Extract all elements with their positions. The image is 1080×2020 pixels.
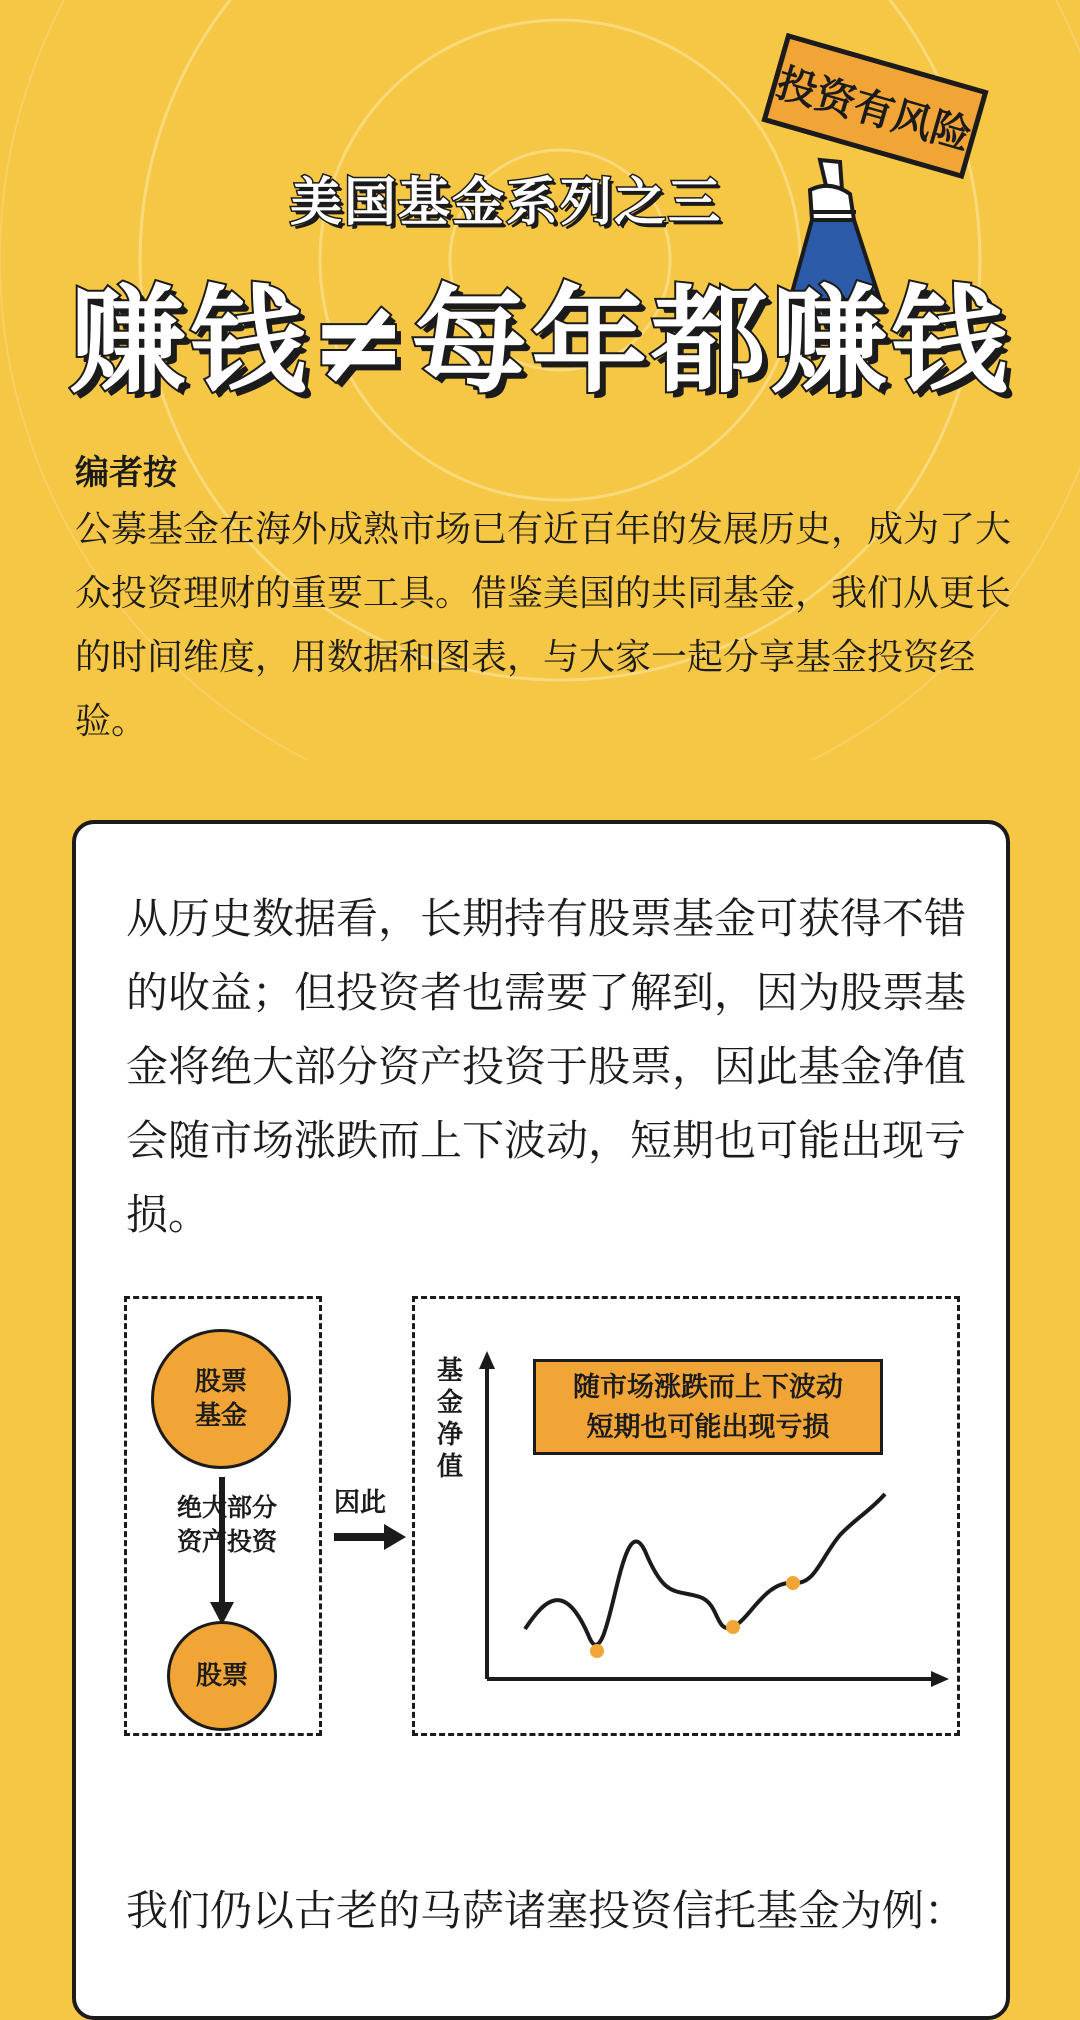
right-arrow-icon [334,1522,406,1552]
most-assets-invested-label: 绝大部分 资产投资 [176,1493,277,1556]
callout-line-1: 随市场涨跌而上下波动 [573,1372,843,1403]
therefore-label: 因此 [334,1488,387,1518]
nav-low-point-2 [726,1620,740,1634]
fluctuation-callout [533,1359,883,1455]
callout-line-2: 短期也可能出现亏损 [586,1412,830,1443]
editor-note-text: 公募基金在海外成熟市场已有近百年的发展历史，成为了大众投资理财的重要工具。借鉴美国的共同基金，我们从更长的时间维度，用数据和图表，与大家一起分享基金投资经验。 [75,509,1012,742]
y-axis-arrow [479,1351,495,1369]
nav-low-point-3 [786,1576,800,1590]
stocks-label: 股票 [195,1661,248,1691]
y-axis-label: 基金净值 [436,1356,463,1482]
stock-fund-label: 股票 基金 [194,1367,247,1431]
example-intro-text: 我们仍以古老的马萨诸塞投资信托基金为例： [126,1886,967,1935]
editor-note-label: 编者按 [75,453,177,493]
series-title: 美国基金系列之三 [290,173,723,233]
stock-fund-circle [151,1329,291,1469]
content-card [72,820,1010,2020]
x-axis-arrow [931,1671,949,1687]
risk-sign-text: 投资有风险 [771,59,977,160]
stocks-circle [167,1621,277,1731]
nav-curve [525,1494,885,1645]
nav-low-point-1 [590,1644,604,1658]
card-paragraph: 从历史数据看，长期持有股票基金可获得不错的收益；但投资者也需要了解到，因为股票基金将绝大部分资产投资于股票，因此基金净值会随市场涨跌而上下波动，短期也可能出现亏损。 [126,894,967,1239]
main-title: 赚钱≠每年都赚钱 [70,274,1012,409]
fund-flow-box [124,1296,322,1736]
nav-fluctuation-box [412,1296,960,1736]
